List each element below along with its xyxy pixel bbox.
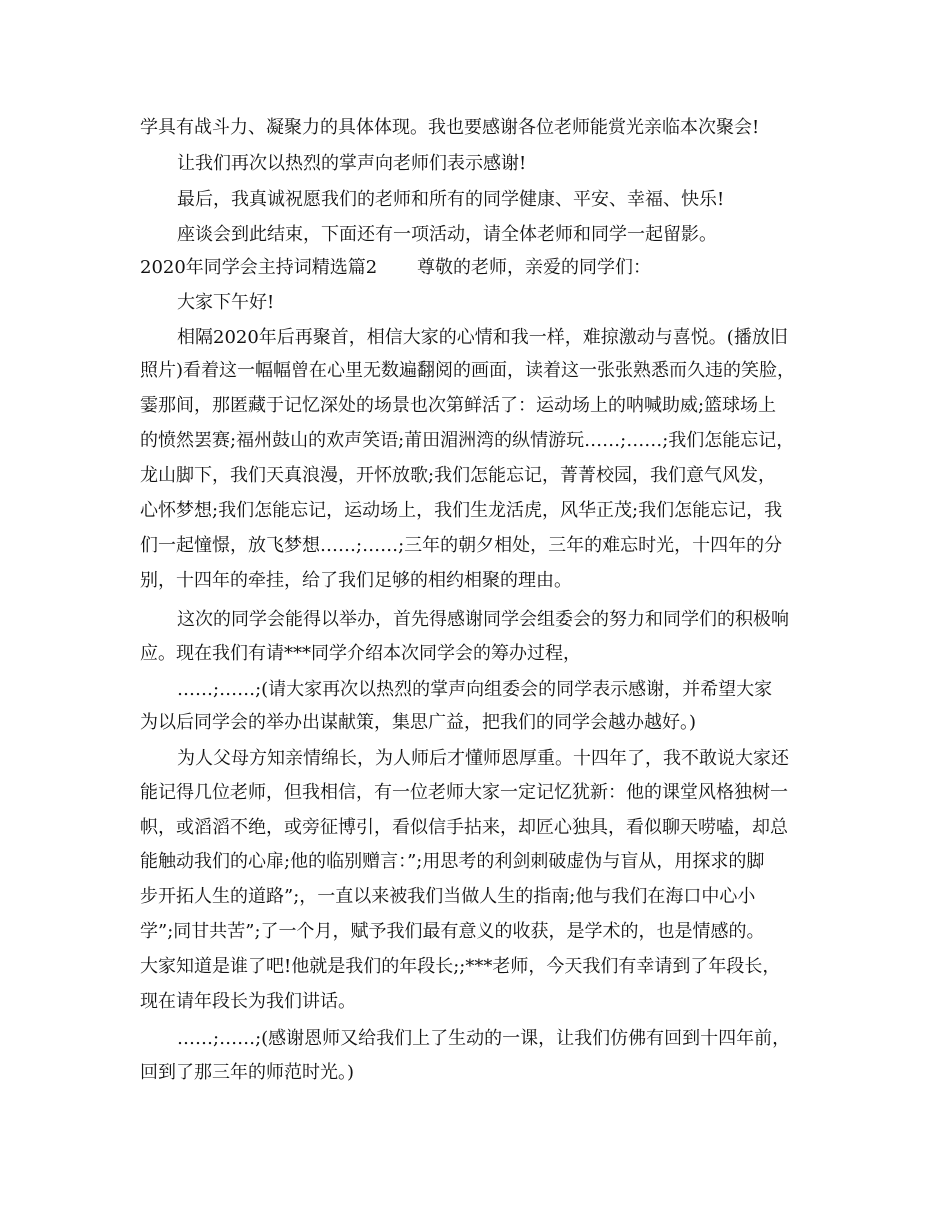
paragraph-line: 这次的同学会能得以举办，首先得感谢同学会组委会的努力和同学们的积极响 xyxy=(177,609,789,630)
paragraph-line: 心怀梦想;我们怎能忘记，运动场上，我们生龙活虎，风华正茂;我们怎能忘记，我 xyxy=(140,500,783,521)
greeting: 大家下午好! xyxy=(177,292,275,313)
paragraph-line: 应。现在我们有请***同学介绍本次同学会的筹办过程， xyxy=(140,643,581,664)
paragraph-line: ……;……;(感谢恩师又给我们上了生动的一课，让我们仿佛有回到十四年前， xyxy=(177,1028,791,1049)
paragraph-line: 别，十四年的牵挂，给了我们足够的相约相聚的理由。 xyxy=(140,570,572,591)
paragraph-line: 让我们再次以热烈的掌声向老师们表示感谢! xyxy=(177,153,527,174)
salutation: 尊敬的老师，亲爱的同学们： xyxy=(417,257,651,278)
paragraph-line: 能记得几位老师，但我相信，有一位老师大家一定记忆犹新：他的课堂风格独树一 xyxy=(140,782,788,803)
paragraph-line: 们一起憧憬，放飞梦想……;……;三年的朝夕相处，三年的难忘时光，十四年的分 xyxy=(140,535,783,556)
paragraph-line: 相隔2020年后再聚首，相信大家的心情和我一样，难掠激动与喜悦。(播放旧 xyxy=(177,327,788,348)
paragraph-line: 最后，我真诚祝愿我们的老师和所有的同学健康、平安、幸福、快乐! xyxy=(177,189,725,210)
paragraph-line: 为以后同学会的举办出谋献策，集思广益，把我们的同学会越办越好。) xyxy=(140,712,697,733)
paragraph-line: 学具有战斗力、凝聚力的具体体现。我也要感谢各位老师能赏光亲临本次聚会! xyxy=(140,117,760,138)
paragraph-line: 回到了那三年的师范时光。) xyxy=(140,1062,355,1083)
paragraph-line: 大家知道是谁了吧!他就是我们的年段长;;***老师，今天我们有幸请到了年段长， xyxy=(140,956,781,977)
paragraph-line: 学”;同甘共苦”;了一个月，赋予我们最有意义的收获，是学术的，也是情感的。 xyxy=(140,921,765,942)
paragraph-line: 步开拓人生的道路”;，一直以来被我们当做人生的指南;他与我们在海口中心小 xyxy=(140,886,756,907)
section-title: 2020年同学会主持词精选篇2 xyxy=(140,257,378,278)
paragraph-line: 龙山脚下，我们天真浪漫，开怀放歌;我们怎能忘记，菁菁校园，我们意气风发， xyxy=(140,465,777,486)
paragraph-line: ……;……;(请大家再次以热烈的掌声向组委会的同学表示感谢，并希望大家 xyxy=(177,679,773,700)
paragraph-line: 现在请年段长为我们讲话。 xyxy=(140,991,356,1012)
paragraph-line: 的愤然罢赛;福州鼓山的欢声笑语;莆田湄洲湾的纵情游玩……;……;我们怎能忘记， xyxy=(140,430,795,451)
paragraph-line: 座谈会到此结束，下面还有一项活动，请全体老师和同学一起留影。 xyxy=(177,224,717,245)
paragraph-line: 照片)看着这一幅幅曾在心里无数遍翻阅的画面，读着这一张张熟悉而久违的笑脸， xyxy=(140,360,796,381)
paragraph-line: 帜，或滔滔不绝，或旁征博引，看似信手拈来，却匠心独具，看似聊天唠嗑，却总 xyxy=(140,817,788,838)
paragraph-line: 能触动我们的心扉;他的临别赠言：”;用思考的利剑刺破虚伪与盲从，用探求的脚 xyxy=(140,851,765,872)
paragraph-line: 霎那间，那匿藏于记忆深处的场景也次第鲜活了：运动场上的呐喊助威;篮球场上 xyxy=(140,395,777,416)
paragraph-line: 为人父母方知亲情绵长，为人师后才懂师恩厚重。十四年了，我不敢说大家还 xyxy=(177,748,789,769)
